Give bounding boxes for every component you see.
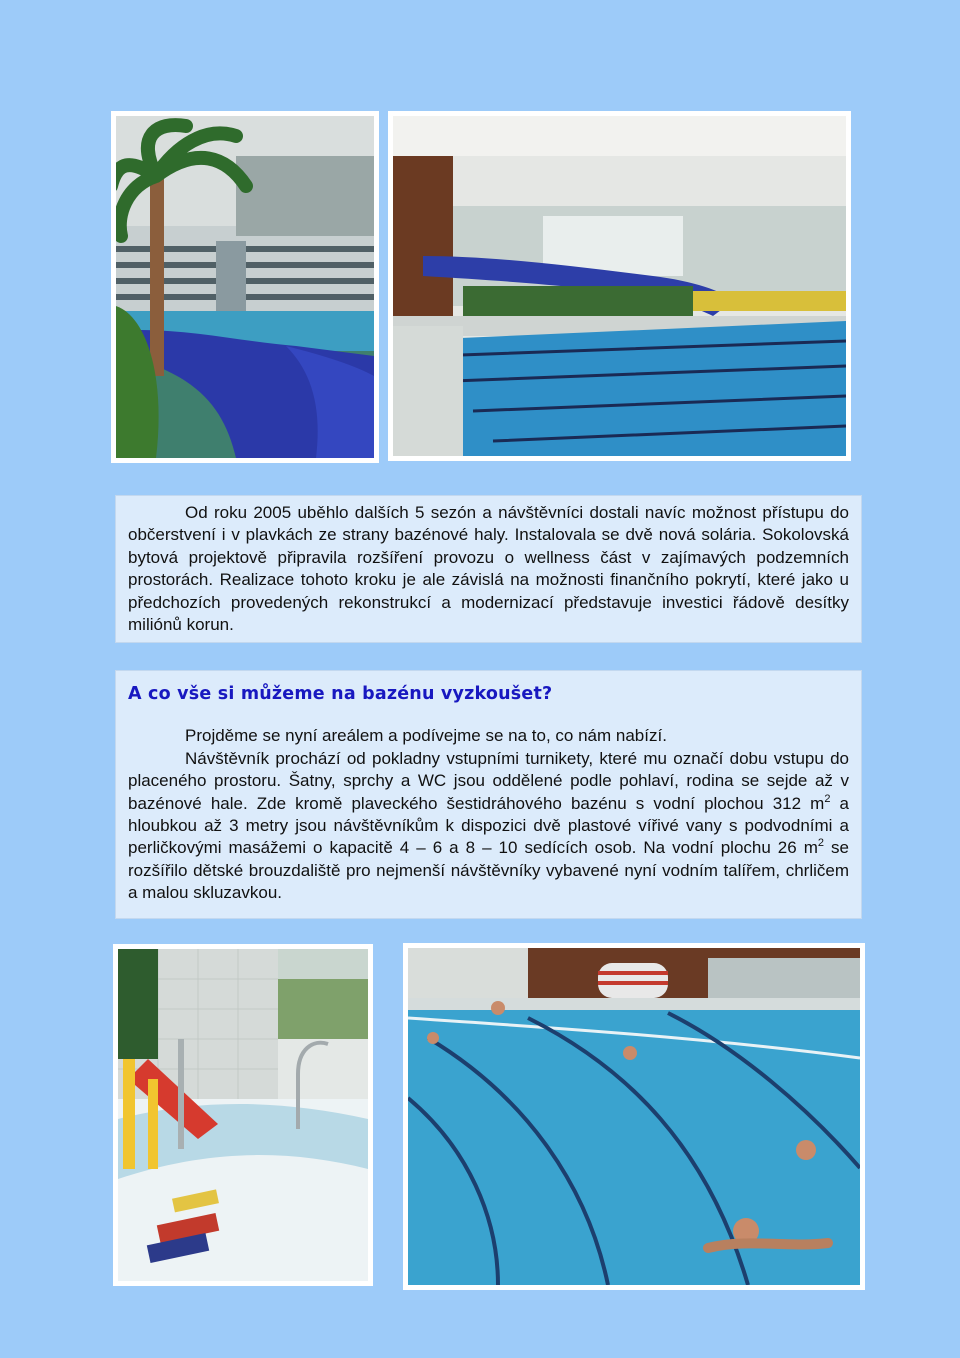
photo-palm-slide	[111, 111, 379, 463]
photo-pool-hall-image	[393, 116, 846, 456]
photo-kids-pool-image	[118, 949, 368, 1281]
photo-pool-hall	[388, 111, 851, 461]
features-paragraph-1: Projděme se nyní areálem a podívejme se na to, co nám nabízí.	[185, 726, 667, 746]
photo-palm-slide-image	[116, 116, 374, 458]
features-text-box	[115, 670, 862, 919]
features-paragraph-2-part-c: se rozšířilo dětské brouzdaliště pro nejmenší návštěvníky vybavené nyní vodním talířem, chrličem a malou skluzavkou.	[128, 838, 849, 903]
photo-kids-pool	[113, 944, 373, 1286]
superscript-square-2: 2	[817, 837, 825, 850]
intro-text-box	[115, 495, 862, 643]
photo-swimmers	[403, 943, 865, 1290]
section-heading: A co vše si můžeme na bazénu vyzkoušet?	[128, 684, 553, 704]
features-paragraph-2-part-a: Návštěvník prochází od pokladny vstupními turnikety, které mu označí dobu vstupu do placeného prostoru. Šatny, sprchy a WC jsou oddělené podle pohlaví, rodina se sejde až v bazénové hale. Zde kromě plaveckého šestidráhového bazénu s vodní plochou 312 m	[128, 748, 849, 813]
features-paragraph-2-part-b: a hloubkou až 3 metry jsou návštěvníkům k dispozici dvě plastové vířivé vany s podvodními a perličkovými masážemi o kapacitě 4 – 6 a 8 – 10 sedících osob. Na vodní plochu 26 m	[128, 793, 849, 858]
intro-paragraph: Od roku 2005 uběhlo dalších 5 sezón a návštěvníci dostali navíc možnost přístupu do občerstvení i v plavkách ze strany bazénové haly. Instalovala se dvě nová solária. Sokolovská bytová projektově připravila rozšíření provozu o wellness část v zajímavých podzemních prostorách. Realizace tohoto kroku je ale závislá na možnosti finančního pokrytí, které jako u předchozích provedených rekonstrukcí a modernizací představuje investici řádově desítky miliónů korun.	[128, 503, 849, 635]
photo-swimmers-image	[408, 948, 860, 1285]
features-paragraph-2	[128, 748, 849, 905]
superscript-square-1: 2	[824, 792, 831, 805]
